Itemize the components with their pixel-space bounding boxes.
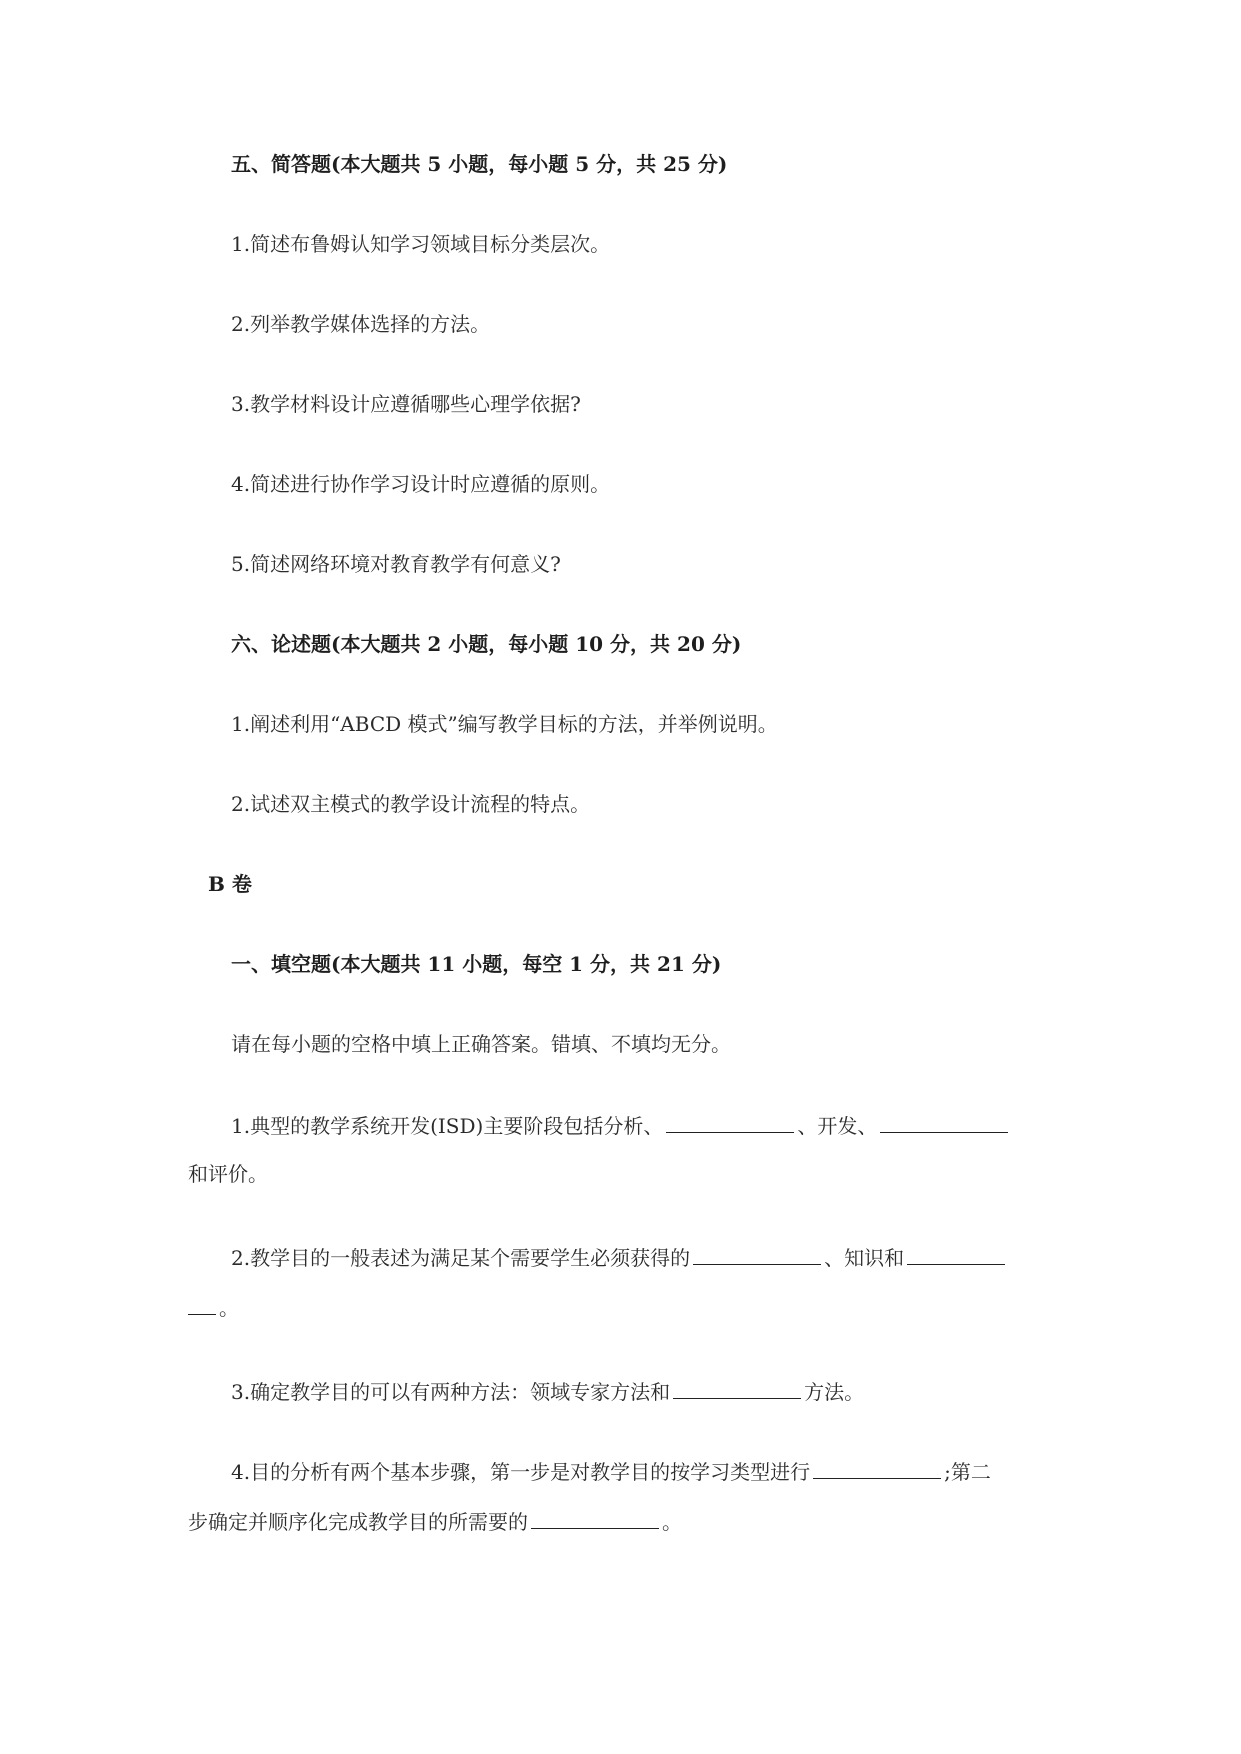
section5-question-5: 5.简述网络环境对教育教学有何意义?	[231, 552, 561, 576]
fill-question-4-text-a: 4.目的分析有两个基本步骤，第一步是对教学目的按学习类型进行	[231, 1460, 811, 1484]
section6-question-2: 2.试述双主模式的教学设计流程的特点。	[231, 792, 591, 816]
section6-question-1: 1.阐述利用“ABCD 模式”编写教学目标的方法，并举例说明。	[231, 712, 778, 736]
fill-question-3-text-a: 3.确定教学目的可以有两种方法：领域专家方法和	[231, 1380, 671, 1404]
fill-question-2-line1	[231, 1244, 1008, 1272]
fill-question-3	[231, 1378, 864, 1406]
answer-blank-continued[interactable]	[188, 1294, 216, 1315]
fill-question-1-line1	[231, 1112, 1011, 1140]
answer-blank[interactable]	[880, 1112, 1008, 1133]
paper-b-title: B 卷	[208, 872, 252, 896]
section5-question-1: 1.简述布鲁姆认知学习领域目标分类层次。	[231, 232, 611, 256]
section5-question-4: 4.简述进行协作学习设计时应遵循的原则。	[231, 472, 611, 496]
fill-question-1-text-a: 1.典型的教学系统开发(ISD)主要阶段包括分析、	[231, 1114, 664, 1138]
fill-question-2-text-c: 。	[219, 1296, 239, 1320]
fill-question-2-text-b: 、知识和	[824, 1246, 905, 1270]
section6-heading: 六、论述题(本大题共 2 小题，每小题 10 分，共 20 分)	[231, 632, 742, 656]
fill-question-2-text-a: 2.教学目的一般表述为满足某个需要学生必须获得的	[231, 1246, 691, 1270]
answer-blank[interactable]	[813, 1458, 941, 1479]
fill-question-4-line2	[188, 1508, 682, 1536]
answer-blank[interactable]	[666, 1112, 794, 1133]
section5-question-3: 3.教学材料设计应遵循哪些心理学依据?	[231, 392, 581, 416]
fill-question-3-text-b: 方法。	[804, 1380, 865, 1404]
answer-blank[interactable]	[693, 1244, 821, 1265]
answer-blank[interactable]	[673, 1378, 801, 1399]
fill-question-4-line1	[231, 1458, 991, 1486]
fill-question-4-text-d: 。	[662, 1510, 682, 1534]
fill-question-2-line2	[188, 1294, 239, 1322]
section1-heading: 一、填空题(本大题共 11 小题，每空 1 分，共 21 分)	[231, 952, 722, 976]
fill-question-4-text-b: ;第二	[944, 1460, 991, 1484]
section1-instruction: 请在每小题的空格中填上正确答案。错填、不填均无分。	[231, 1032, 731, 1056]
answer-blank[interactable]	[907, 1244, 1005, 1265]
section5-question-2: 2.列举教学媒体选择的方法。	[231, 312, 491, 336]
answer-blank[interactable]	[531, 1508, 659, 1529]
fill-question-4-text-c: 步确定并顺序化完成教学目的所需要的	[188, 1510, 528, 1534]
section5-heading: 五、简答题(本大题共 5 小题，每小题 5 分，共 25 分)	[231, 152, 728, 176]
fill-question-1-text-b: 、开发、	[797, 1114, 878, 1138]
fill-question-1-line2: 和评价。	[188, 1162, 268, 1186]
